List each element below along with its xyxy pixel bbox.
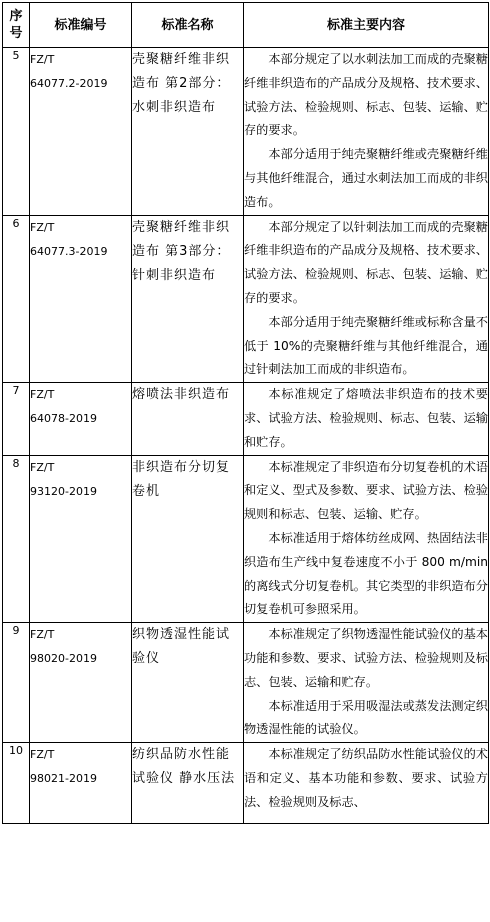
standard-code-number: 64077.2-2019 [30, 77, 108, 90]
content-paragraph: 本部分适用于纯壳聚糖纤维或标称含量不低于 10%的壳聚糖纤维与其他纤维混合，通过针刺法加工而成的非织造布。 [244, 314, 488, 377]
row-number: 7 [3, 383, 30, 455]
content-paragraph: 本标准规定了非织造布分切复卷机的术语和定义、型式及参数、要求、试验方法、检验规则和标志、包装、运输、贮存。 [244, 459, 488, 522]
standard-content [244, 743, 489, 824]
standard-code-number: 93120-2019 [30, 484, 97, 498]
standards-table [2, 2, 489, 824]
standard-code-prefix: FZ/T [30, 388, 55, 402]
standard-name: 纺织品防水性能试验仪 静水压法 [132, 743, 244, 824]
content-paragraph: 本部分适用于纯壳聚糖纤维或壳聚糖纤维与其他纤维混合，通过水刺法加工而成的非织造布。 [244, 147, 488, 209]
row-number: 5 [3, 48, 30, 216]
content-paragraph: 本标准规定了织物透湿性能试验仪的基本功能和参数、要求、试验方法、检验规则及标志、包装、运输和贮存。 [244, 627, 488, 689]
header-row [3, 3, 489, 48]
standard-content [244, 455, 489, 623]
standard-content [244, 48, 489, 216]
standard-code [30, 455, 132, 623]
standard-code [30, 48, 132, 216]
standard-name: 织物透湿性能试验仪 [132, 623, 244, 743]
standard-content [244, 215, 489, 383]
table-row [3, 623, 489, 743]
header-content: 标准主要内容 [244, 3, 489, 48]
standard-content [244, 383, 489, 455]
header-code: 标准编号 [30, 3, 132, 48]
row-number: 8 [3, 455, 30, 623]
standard-code-number: 64078-2019 [30, 412, 97, 426]
table-row [3, 455, 489, 623]
row-number: 6 [3, 215, 30, 383]
standard-content [244, 623, 489, 743]
row-number: 9 [3, 623, 30, 743]
standard-code-prefix: FZ/T [30, 460, 55, 474]
standard-code [30, 623, 132, 743]
content-paragraph: 本标准适用于熔体纺丝成网、热固结法非织造布生产线中复卷速度不小于 800 m/min 的离线式分切复卷机。其它类型的非织造布分切复卷机可参照采用。 [244, 530, 488, 617]
standard-code-number: 98020-2019 [30, 652, 97, 666]
content-paragraph: 本部分规定了以针刺法加工而成的壳聚糖纤维非织造布的产品成分及规格、技术要求、试验方法、检验规则、标志、包装、运输、贮存的要求。 [244, 219, 488, 305]
table-row [3, 48, 489, 216]
standard-name: 壳聚糖纤维非织造布 第2部分：水刺非织造布 [132, 48, 244, 216]
content-paragraph: 本标准规定了熔喷法非织造布的技术要求、试验方法、检验规则、标志、包装、运输和贮存。 [244, 387, 488, 449]
standard-code [30, 215, 132, 383]
standard-code-prefix: FZ/T [30, 220, 55, 234]
standard-code-number: 64077.3-2019 [30, 244, 108, 258]
standard-code-prefix: FZ/T [30, 748, 55, 762]
header-no: 序号 [3, 3, 30, 48]
standard-code [30, 743, 132, 824]
table-row [3, 743, 489, 824]
content-paragraph: 本部分规定了以水刺法加工而成的壳聚糖纤维非织造布的产品成分及规格、技术要求、试验方法、检验规则、标志、包装、运输、贮存的要求。 [244, 52, 488, 138]
standard-name: 壳聚糖纤维非织造布 第3部分：针刺非织造布 [132, 215, 244, 383]
standard-code-prefix: FZ/T [30, 628, 55, 642]
standard-code-number: 98021-2019 [30, 772, 97, 786]
table-row [3, 215, 489, 383]
standard-code [30, 383, 132, 455]
standard-code-prefix: FZ/T [30, 53, 55, 66]
table-row [3, 383, 489, 455]
content-paragraph: 本标准规定了纺织品防水性能试验仪的术语和定义、基本功能和参数、要求、试验方法、检验规则及标志、 [244, 747, 488, 809]
header-name: 标准名称 [132, 3, 244, 48]
content-paragraph: 本标准适用于采用吸湿法或蒸发法测定织物透湿性能的试验仪。 [244, 698, 488, 737]
row-number: 10 [3, 743, 30, 824]
standard-name: 非织造布分切复卷机 [132, 455, 244, 623]
standard-name: 熔喷法非织造布 [132, 383, 244, 455]
